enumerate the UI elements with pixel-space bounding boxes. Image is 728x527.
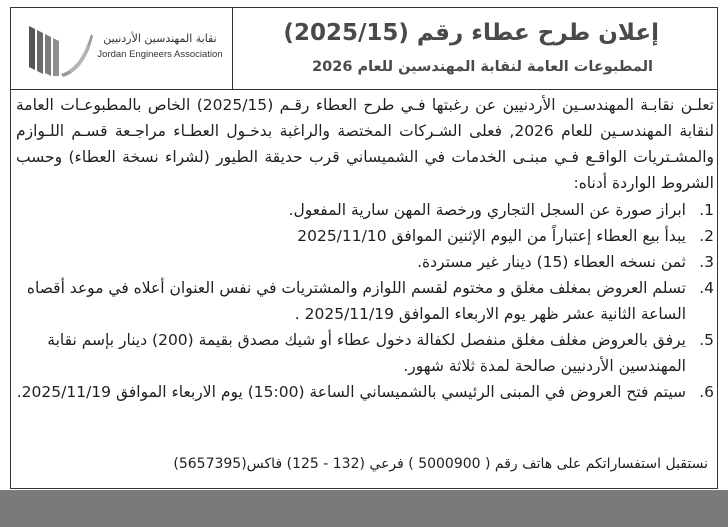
title-box [235, 8, 717, 90]
conditions-list [16, 197, 714, 405]
condition-number: 6. [699, 383, 714, 401]
contact-line: نستقبل استفساراتكم على هاتف رقم ( 5000900 ) فرعي (132 - 125) فاكس(5657395) [173, 456, 708, 472]
condition-item [16, 379, 714, 405]
announcement-subtitle: المطبوعات العامة لنقابة المهندسين للعام 2026 [312, 59, 653, 75]
condition-item [16, 249, 714, 275]
announcement-title: إعلان طرح عطاء رقم (2025/15) [283, 20, 659, 46]
condition-text: سيتم فتح العروض في المبنى الرئيسي بالشميساني الساعة (15:00) يوم الاربعاء الموافق 2025/11/19. [16, 383, 686, 401]
condition-number: 5. [699, 331, 714, 349]
condition-text: يرفق بالعروض مغلف مغلق منفصل لكفالة دخول عطاء أو شيك مصدق بقيمة (200) دينار بإسم نقابة المهندسين الأردنيين صالحة لمدة ثلاثة شهور. [47, 331, 686, 375]
condition-text: ثمن نسخه العطاء (15) دينار غير مستردة. [417, 253, 686, 271]
bottom-band [0, 490, 728, 527]
intro-paragraph: تعلـن نقابـة المهندسـين الأردنيين عن رغبتها فـي طرح العطاء رقـم (2025/15) الخاص بالمطبوعـات العامة لنقابة المهندسـين للعام 2026, فعلى الشـركات المختصة والراغبة بدخـول العطـاء مراجـعة قسـم اللـوازم والمشـتريات الواقـع فـي مبنـى الخدمات في الشميساني قرب حديقة الطيور (لشراء نسخة العطاء) وحسب الشروط الواردة أدناه: [16, 96, 714, 192]
condition-number: 4. [699, 279, 714, 297]
announcement-body [16, 92, 714, 405]
condition-text: تسلم العروض بمغلف مغلق و مختوم لقسم اللوازم والمشتريات في نفس العنوان أعلاه في موعد أقصاه الساعة الثانية عشر ظهر يوم الاربعاء الموافق 2025/11/19 . [26, 279, 686, 323]
announcement-header [11, 8, 717, 90]
logo-box [11, 8, 233, 90]
logo-name-english: Jordan Engineers Association [97, 49, 223, 60]
condition-text: ابراز صورة عن السجل التجاري ورخصة المهن سارية المفعول. [288, 201, 686, 219]
condition-number: 2. [699, 227, 714, 245]
condition-item [16, 327, 714, 379]
condition-item [16, 197, 714, 223]
condition-text: يبدأ بيع العطاء إعتباراً من اليوم الإثنين الموافق 2025/11/10 [297, 227, 686, 245]
condition-number: 3. [699, 253, 714, 271]
logo-name-arabic: نقابة المهندسين الأردنيين [103, 32, 217, 45]
jea-logo-icon [25, 20, 95, 78]
condition-item [16, 223, 714, 249]
condition-item [16, 275, 714, 327]
condition-number: 1. [699, 201, 714, 219]
